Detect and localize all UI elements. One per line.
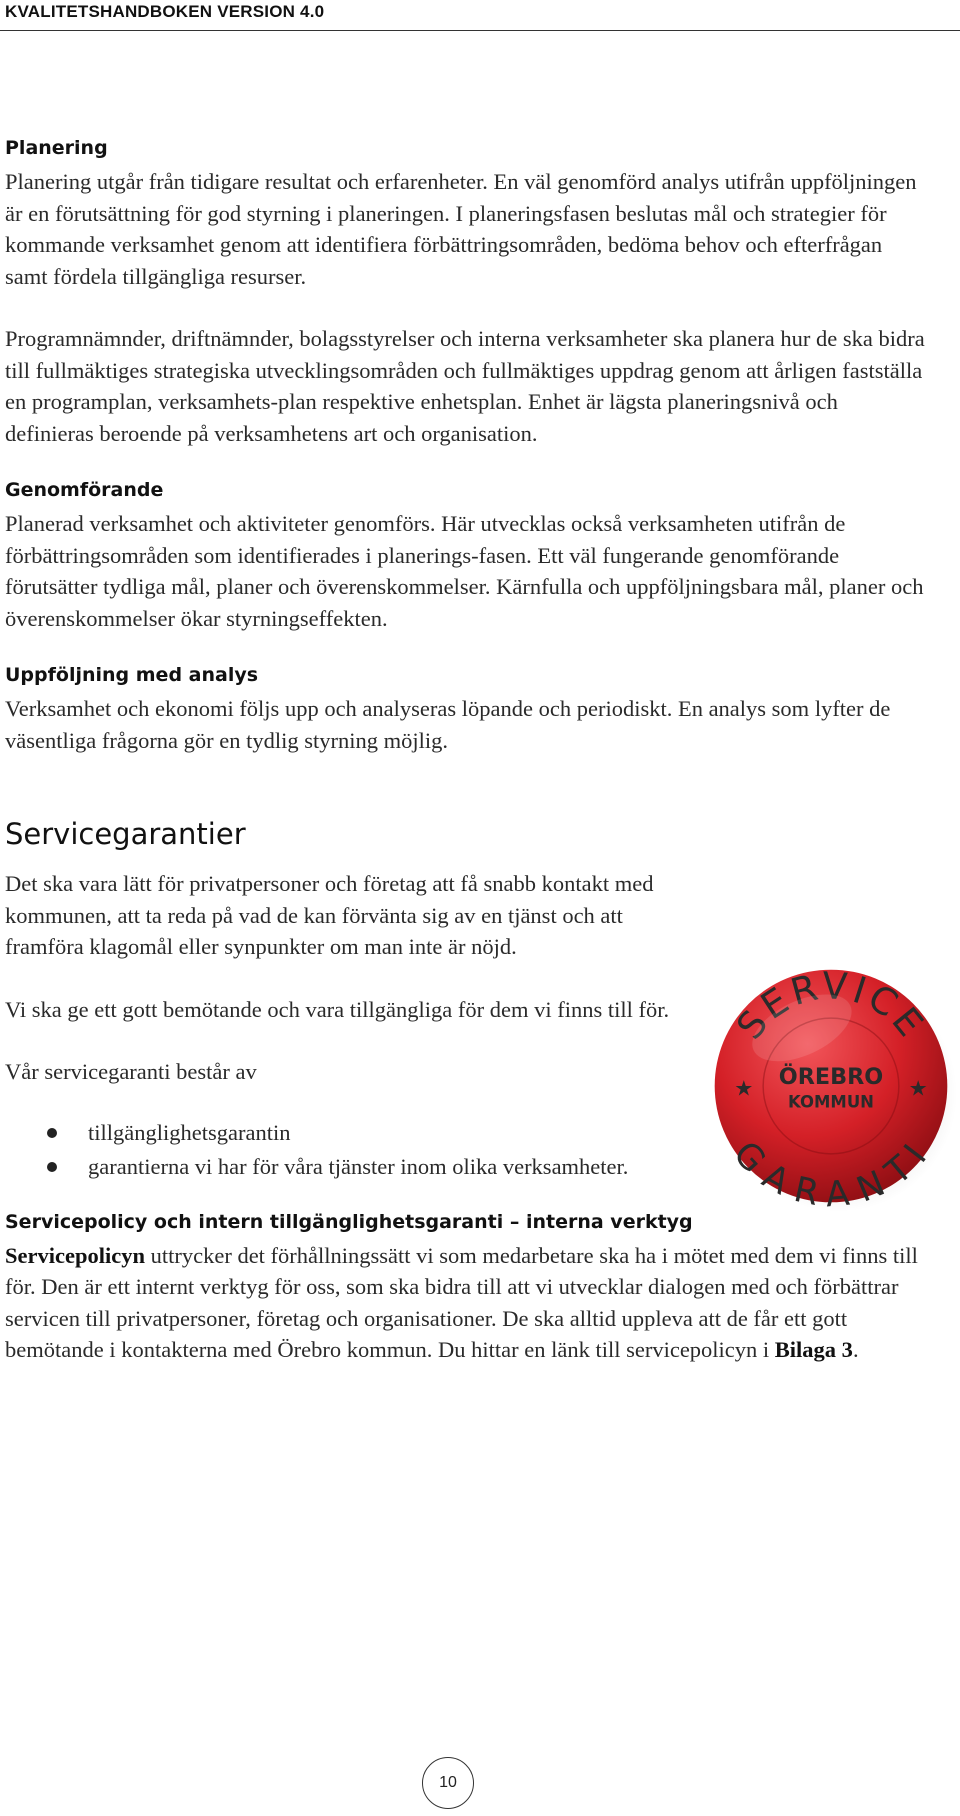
paragraph-planering-1: Planering utgår från tidigare resultat och erfarenheter. En väl genomförd analys utifrån uppföljningen är en förutsättning för god styrning i planeringen. I planeringsfasen beslutas mål och strategier för kommande verksamhet genom att identifiera förbättringsområden, bedöma behov och efterfrågan samt fördela tillgängliga resurser. <box>5 169 917 289</box>
heading-uppfoljning: Uppföljning med analys <box>5 664 259 686</box>
star-icon: ★ <box>734 1076 754 1102</box>
page-number: 10 <box>422 1757 474 1809</box>
badge-top-text: SERVICE <box>728 964 934 1048</box>
bullet-icon <box>47 1128 57 1138</box>
paragraph-planering-2: Programnämnder, driftnämnder, bolagsstyrelser och interna verksamheter ska planera hur de ska bidra till fullmäktiges strategiska utvecklingsområden och fullmäktiges uppdrag genom att årligen fastställa en programplan, verksamhets-plan respektive enhetsplan. Enhet är lägsta planeringsnivå och definieras beroende på verksamhetens art och organisation. <box>5 326 925 446</box>
paragraph-servicegarantier-3: Vår servicegaranti består av <box>5 1059 257 1084</box>
paragraph-servicegarantier-1: Det ska vara lätt för privatpersoner och företag att få snabb kontakt med kommunen, att ta reda på vad de kan förvänta sig av en tjänst och att framföra klagomål eller synpunkter om man inte är nöjd. <box>5 871 654 959</box>
badge-line1: ÖREBRO <box>778 1064 884 1091</box>
header-title: KVALITETSHANDBOKEN VERSION 4.0 <box>5 2 325 21</box>
page-header <box>0 0 960 31</box>
heading-planering: Planering <box>5 137 108 159</box>
list-item: tillgänglighetsgarantin <box>5 1116 925 1150</box>
paragraph-uppfoljning: Verksamhet och ekonomi följs upp och analyseras löpande och periodiskt. En analys som lyfter de väsentliga frågorna gör en tydlig styrning möjlig. <box>5 696 891 753</box>
heading-servicepolicy: Servicepolicy och intern tillgänglighetsgaranti – interna verktyg <box>5 1210 693 1233</box>
list-item: garantierna vi har för våra tjänster inom olika verksamheter. <box>5 1150 925 1184</box>
badge-line2: KOMMUN <box>788 1092 874 1112</box>
heading-genomforande: Genomförande <box>5 479 164 501</box>
servicepolicy-bold: Servicepolicyn <box>5 1242 145 1268</box>
bilaga-reference: Bilaga 3 <box>774 1337 853 1362</box>
service-garanti-badge <box>705 960 957 1212</box>
badge-bottom-text: GARANTI <box>725 1133 938 1212</box>
paragraph-servicegarantier-2: Vi ska ge ett gott bemötande och vara tillgängliga för dem vi finns till för. <box>5 996 670 1022</box>
paragraph-servicepolicy: Servicepolicyn uttrycker det förhållningssätt vi som medarbetare ska ha i mötet med dem vi finns till för. Den är ett internt verktyg för oss, som ska bidra till att vi utvecklar dialogen med och förbättrar servicen till privatpersoner, företag och organisationer. De ska alltid uppleva att de får ett gott bemötande i kontakterna med Örebro kommun. Du hittar en länk till servicepolicyn i Bilaga 3. <box>5 1242 918 1362</box>
heading-servicegarantier: Servicegarantier <box>5 817 246 851</box>
star-icon: ★ <box>908 1076 928 1102</box>
bullet-icon <box>47 1162 57 1172</box>
paragraph-genomforande: Planerad verksamhet och aktiviteter genomförs. Här utvecklas också verksamheten utifrån de förbättringsområden som identifierades i planerings-fasen. Ett väl fungerande genomförande förutsätter tydliga mål, planer och överenskommelser. Kärnfulla och uppföljningsbara mål, planer och överenskommelser ökar styrningseffekten. <box>5 511 924 631</box>
